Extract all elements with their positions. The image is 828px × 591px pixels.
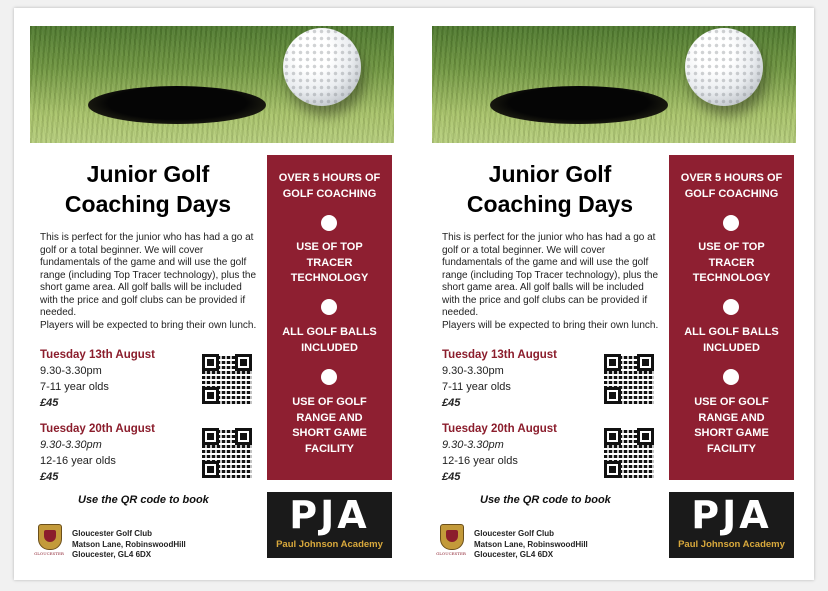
feature-golf-balls (669, 325, 794, 356)
qr-code-icon[interactable] (604, 354, 654, 404)
book-note: Use the QR code to book (480, 494, 611, 506)
feature-line: SHORT GAME (292, 427, 367, 439)
feature-line: USE OF GOLF (694, 396, 769, 408)
session-time: 9.30-3.30pm (442, 439, 504, 451)
flyer-title (436, 159, 664, 219)
title-line-2: Coaching Days (64, 191, 232, 217)
feature-line: TRACER (708, 256, 755, 269)
flyer-left (30, 26, 395, 571)
session-date: Tuesday 13th August (40, 349, 156, 361)
feature-line: INCLUDED (703, 341, 760, 354)
document-page (14, 8, 814, 580)
feature-golf-balls (267, 325, 392, 356)
book-note: Use the QR code to book (78, 494, 209, 506)
qr-code-icon[interactable] (604, 428, 654, 478)
feature-line: TECHNOLOGY (692, 272, 771, 284)
session-2 (40, 421, 190, 485)
logo-academy-name: Paul Johnson Academy (276, 539, 383, 550)
session-time: 9.30-3.30pm (442, 365, 504, 377)
lunch-note: Players will be expected to bring their own lunch. (40, 320, 257, 331)
feature-line: FACILITY (707, 442, 756, 455)
pja-logo (669, 492, 794, 558)
crest-label: GLOUCESTER (34, 551, 64, 556)
title-line-2: Coaching Days (466, 191, 634, 217)
qr-code-icon[interactable] (202, 428, 252, 478)
session-time: 9.30-3.30pm (40, 365, 102, 377)
session-time: 9.30-3.30pm (40, 439, 102, 451)
address-line-2: Gloucester, GL4 6DX (474, 550, 554, 559)
feature-line: USE OF TOP (296, 241, 363, 253)
bullet-dot (321, 299, 337, 315)
session-price: £45 (40, 397, 59, 409)
feature-range-short-game (669, 395, 794, 457)
golf-ball-photo (30, 26, 394, 143)
feature-coaching-hours (669, 171, 794, 202)
address-line-1: Matson Lane, RobinswoodHill (72, 539, 186, 549)
feature-line: TECHNOLOGY (290, 272, 369, 284)
feature-line: TRACER (306, 256, 353, 269)
title-line-1: Junior Golf (86, 161, 210, 187)
club-name: Gloucester Golf Club (474, 529, 555, 538)
feature-line: GOLF COACHING (282, 187, 377, 200)
flyer-title (34, 159, 262, 219)
description: This is perfect for the junior who has had a go at golf or a total beginner. We will cover fundamentals of the game and will use the golf range (including Top Tracer technology), plus the short game area. All golf balls will be included with the price and golf clubs can be provided if needed. (442, 232, 659, 318)
feature-top-tracer (267, 240, 392, 287)
title-line-1: Junior Golf (488, 161, 612, 187)
bullet-dot (723, 299, 739, 315)
address-line-1: Matson Lane, RobinswoodHill (474, 539, 588, 549)
golf-ball (283, 28, 361, 106)
feature-line: USE OF TOP (698, 241, 765, 253)
lunch-note: Players will be expected to bring their own lunch. (442, 320, 659, 331)
logo-academy-name: Paul Johnson Academy (678, 539, 785, 550)
pja-logo (267, 492, 392, 558)
club-crest-icon (32, 520, 66, 560)
session-ages: 7-11 year olds (40, 381, 109, 393)
qr-code-icon[interactable] (202, 354, 252, 404)
session-date: Tuesday 13th August (442, 349, 558, 361)
feature-line: RANGE AND (698, 411, 765, 424)
club-crest-icon (434, 520, 468, 560)
address-line-2: Gloucester, GL4 6DX (72, 550, 152, 559)
features-panel (669, 155, 794, 480)
crest-label: GLOUCESTER (436, 551, 466, 556)
description: This is perfect for the junior who has had a go at golf or a total beginner. We will cover fundamentals of the game and will use the golf range (including Top Tracer technology), plus the short game area. All golf balls will be included with the price and golf clubs can be provided if needed. (40, 232, 257, 318)
logo-mark: PJA (691, 493, 772, 537)
golf-ball (685, 28, 763, 106)
features-panel (267, 155, 392, 480)
session-1 (40, 347, 190, 411)
flyer-right (432, 26, 797, 571)
logo-mark: PJA (289, 493, 370, 537)
session-ages: 12-16 year olds (442, 455, 518, 467)
session-ages: 12-16 year olds (40, 455, 116, 467)
feature-line: INCLUDED (301, 341, 358, 354)
session-date: Tuesday 20th August (40, 423, 156, 435)
golf-hole (88, 86, 266, 124)
session-price: £45 (442, 397, 461, 409)
feature-line: GOLF COACHING (684, 187, 779, 200)
feature-line: SHORT GAME (694, 427, 769, 439)
golf-ball-photo (432, 26, 796, 143)
feature-coaching-hours (267, 171, 392, 202)
feature-line: ALL GOLF BALLS (282, 326, 377, 338)
feature-line: OVER 5 HOURS OF (680, 172, 783, 184)
session-date: Tuesday 20th August (442, 423, 558, 435)
session-2 (442, 421, 592, 485)
golf-hole (490, 86, 668, 124)
feature-line: ALL GOLF BALLS (684, 326, 779, 338)
club-address (474, 529, 654, 561)
feature-line: OVER 5 HOURS OF (278, 172, 381, 184)
feature-line: RANGE AND (296, 411, 363, 424)
feature-line: USE OF GOLF (292, 396, 367, 408)
club-address (72, 529, 252, 561)
feature-line: FACILITY (305, 442, 354, 455)
bullet-dot (723, 215, 739, 231)
bullet-dot (723, 369, 739, 385)
bullet-dot (321, 215, 337, 231)
session-ages: 7-11 year olds (442, 381, 511, 393)
feature-range-short-game (267, 395, 392, 457)
session-price: £45 (442, 471, 461, 483)
feature-top-tracer (669, 240, 794, 287)
session-1 (442, 347, 592, 411)
club-name: Gloucester Golf Club (72, 529, 153, 538)
session-price: £45 (40, 471, 59, 483)
bullet-dot (321, 369, 337, 385)
